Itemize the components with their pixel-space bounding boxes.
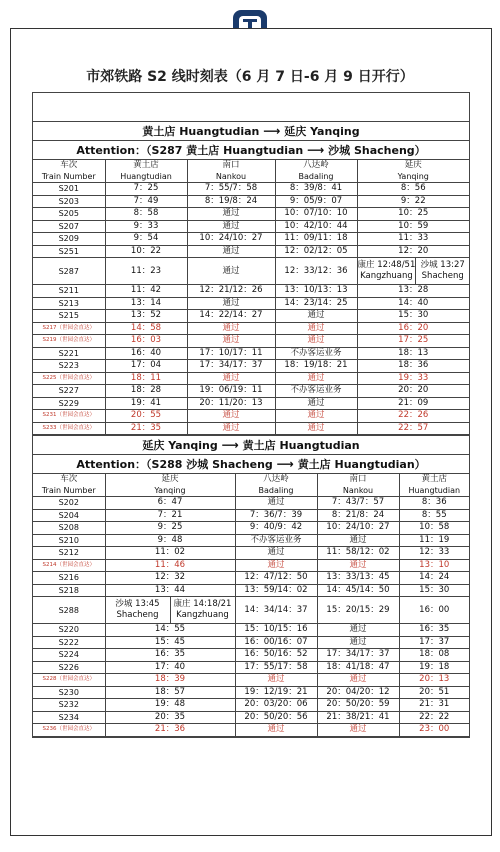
split-cell — [358, 258, 470, 284]
table-row — [33, 245, 469, 258]
table-row — [33, 258, 469, 285]
table-row — [33, 220, 469, 233]
time-cell: 14：34/14：37 — [235, 597, 317, 624]
time-cell: 8：39/8：41 — [275, 183, 357, 196]
attention-prefix: Attention：（S288 沙城 Shacheng — [76, 458, 273, 471]
header-cell — [33, 160, 105, 183]
header-cn: 八达岭 — [263, 474, 289, 484]
time-cell: 18：41/18：47 — [317, 661, 399, 674]
time-cell: 20：50/20：59 — [317, 699, 399, 712]
time-cell: 9：48 — [105, 534, 235, 547]
table-row — [33, 547, 469, 560]
time-cell: 13：10 — [399, 559, 469, 572]
train-number-cell: S222 — [33, 636, 105, 649]
time-cell — [357, 258, 469, 285]
blank-row — [33, 93, 469, 122]
train-number-cell: S287 — [33, 258, 105, 285]
time-cell: 13：10/13：13 — [275, 285, 357, 298]
time-cell: 通过 — [275, 422, 357, 435]
time-cell: 9：25 — [105, 522, 235, 535]
time-cell: 22：22 — [399, 711, 469, 724]
train-number-cell: S201 — [33, 183, 105, 196]
outbound-direction — [33, 122, 469, 141]
timetable — [32, 92, 470, 738]
header-en: Yanqing — [154, 486, 186, 495]
direction-to: 黄土店 Huangtudian — [242, 439, 360, 452]
time-cell: 17：34/17：37 — [317, 649, 399, 662]
time-cell: 20：03/20：06 — [235, 699, 317, 712]
time-cell: 14：23/14：25 — [275, 297, 357, 310]
time-cell: 14：40 — [357, 297, 469, 310]
time-cell: 7：49 — [105, 195, 187, 208]
station-name: Kangzhuang — [176, 610, 229, 620]
time-cell: 18：11 — [105, 372, 187, 385]
table-row — [33, 636, 469, 649]
train-number-cell: S212 — [33, 547, 105, 560]
header-cn: 南口 — [222, 160, 240, 170]
attention-to: 黄土店 Huangtudian） — [297, 458, 426, 471]
time-cell: 13：59/14：02 — [235, 584, 317, 597]
time-cell: 14：58 — [105, 322, 187, 335]
station-time: 沙城 13:27 — [420, 260, 465, 270]
time-cell: 20：35 — [105, 711, 235, 724]
table-row — [33, 372, 469, 385]
header-cn: 车次 — [60, 160, 78, 170]
attention-to: 沙城 Shacheng） — [328, 144, 426, 157]
train-number-cell: S208 — [33, 522, 105, 535]
train-number-cell: S218 — [33, 584, 105, 597]
time-cell: 通过 — [187, 220, 275, 233]
train-number-cell: S230 — [33, 686, 105, 699]
time-cell: 14：22/14：27 — [187, 310, 275, 323]
table-row — [33, 183, 469, 196]
time-cell: 11：42 — [105, 285, 187, 298]
train-number-cell: S226 — [33, 661, 105, 674]
time-cell: 通过 — [275, 397, 357, 410]
train-number-cell: S251 — [33, 245, 105, 258]
time-cell: 16：50/16：52 — [235, 649, 317, 662]
time-cell: 通过 — [317, 724, 399, 737]
time-cell: 14：45/14：50 — [317, 584, 399, 597]
time-cell: 17：55/17：58 — [235, 661, 317, 674]
time-cell: 19：41 — [105, 397, 187, 410]
train-number-cell: S228（世园会直达） — [33, 674, 105, 687]
time-cell: 通过 — [275, 310, 357, 323]
time-cell: 16：20 — [357, 322, 469, 335]
time-cell: 通过 — [317, 559, 399, 572]
header-en: Nankou — [342, 486, 374, 495]
time-cell: 16：35 — [105, 649, 235, 662]
time-cell: 20：20 — [357, 385, 469, 398]
table-row — [33, 195, 469, 208]
header-en: Huangtudian — [408, 486, 461, 495]
time-cell: 16：03 — [105, 335, 187, 348]
station-time: 康庄 12:48/51 — [357, 260, 416, 270]
station-name: Kangzhuang — [360, 271, 413, 281]
time-cell: 20：11/20：13 — [187, 397, 275, 410]
time-cell: 15：20/15：29 — [317, 597, 399, 624]
time-cell: 通过 — [317, 624, 399, 637]
time-cell: 9：54 — [105, 233, 187, 246]
time-cell: 10：24/10：27 — [317, 522, 399, 535]
time-cell: 20：55 — [105, 410, 187, 423]
time-cell: 18：13 — [357, 347, 469, 360]
time-cell: 9：22 — [357, 195, 469, 208]
header-cn: 八达岭 — [303, 160, 329, 170]
station-time: 康庄 14:18/21 — [173, 599, 232, 609]
table-row — [33, 208, 469, 221]
time-cell: 22：26 — [357, 410, 469, 423]
time-cell: 12：20 — [357, 245, 469, 258]
time-cell: 19：18 — [399, 661, 469, 674]
time-cell: 通过 — [317, 674, 399, 687]
time-cell: 21：31 — [399, 699, 469, 712]
time-cell: 11：58/12：02 — [317, 547, 399, 560]
header-en: Yanqing — [397, 172, 429, 181]
time-cell: 18：08 — [399, 649, 469, 662]
table-row — [33, 509, 469, 522]
time-cell: 11：33 — [357, 233, 469, 246]
time-cell: 通过 — [187, 208, 275, 221]
header-cell — [317, 474, 399, 497]
table-row — [33, 624, 469, 637]
time-cell: 17：25 — [357, 335, 469, 348]
time-cell: 21：09 — [357, 397, 469, 410]
time-cell: 通过 — [235, 724, 317, 737]
table-row — [33, 410, 469, 423]
table-row — [33, 559, 469, 572]
table-row — [33, 572, 469, 585]
train-number-cell: S214（世园会直达） — [33, 559, 105, 572]
table-row — [33, 347, 469, 360]
station-part — [358, 258, 417, 284]
time-cell: 通过 — [235, 547, 317, 560]
time-cell: 不办客运业务 — [275, 385, 357, 398]
time-cell: 不办客运业务 — [275, 347, 357, 360]
time-cell: 通过 — [275, 372, 357, 385]
inbound-direction — [33, 435, 469, 455]
time-cell: 13：52 — [105, 310, 187, 323]
header-cell — [357, 160, 469, 183]
train-number-cell: S211 — [33, 285, 105, 298]
time-cell: 不办客运业务 — [235, 534, 317, 547]
time-cell: 通过 — [275, 335, 357, 348]
station-time: 沙城 13:45 — [115, 599, 160, 609]
time-cell: 17：40 — [105, 661, 235, 674]
header-cell — [399, 474, 469, 497]
station-part — [416, 258, 469, 284]
inbound-attention — [33, 455, 469, 474]
time-cell: 通过 — [317, 534, 399, 547]
direction-from: 黄土店 Huangtudian — [142, 125, 260, 138]
time-cell: 18：28 — [105, 385, 187, 398]
header-row — [33, 474, 469, 497]
time-cell: 13：14 — [105, 297, 187, 310]
station-part — [171, 597, 235, 623]
time-cell: 17：04 — [105, 360, 187, 373]
time-cell: 21：38/21：41 — [317, 711, 399, 724]
train-number-cell: S229 — [33, 397, 105, 410]
time-cell: 通过 — [235, 559, 317, 572]
train-number-cell: S288 — [33, 597, 105, 624]
time-cell: 14：24 — [399, 572, 469, 585]
time-cell: 19：12/19：21 — [235, 686, 317, 699]
train-number-cell: S220 — [33, 624, 105, 637]
header-cn: 延庆 — [404, 160, 422, 170]
time-cell: 13：33/13：45 — [317, 572, 399, 585]
time-cell: 15：30 — [399, 584, 469, 597]
time-cell: 9：05/9：07 — [275, 195, 357, 208]
time-cell: 12：21/12：26 — [187, 285, 275, 298]
time-cell: 7：43/7：57 — [317, 497, 399, 510]
train-number-cell: S223 — [33, 360, 105, 373]
table-row — [33, 674, 469, 687]
train-number-cell: S219（世园会直达） — [33, 335, 105, 348]
time-cell: 17：37 — [399, 636, 469, 649]
time-cell: 15：30 — [357, 310, 469, 323]
train-number-cell: S213 — [33, 297, 105, 310]
time-cell: 17：10/17：11 — [187, 347, 275, 360]
table-row — [33, 397, 469, 410]
time-cell: 14：55 — [105, 624, 235, 637]
time-cell: 8：56 — [357, 183, 469, 196]
train-number-cell: S236（世园会直达） — [33, 724, 105, 737]
time-cell: 15：45 — [105, 636, 235, 649]
train-number-cell: S205 — [33, 208, 105, 221]
train-number-cell: S225（世园会直达） — [33, 372, 105, 385]
header-en: Train Number — [41, 172, 96, 181]
time-cell: 18：39 — [105, 674, 235, 687]
time-cell: 12：32 — [105, 572, 235, 585]
table-row — [33, 534, 469, 547]
train-number-cell: S221 — [33, 347, 105, 360]
time-cell: 10：07/10：10 — [275, 208, 357, 221]
table-row — [33, 335, 469, 348]
attention-prefix: Attention：（S287 黄土店 Huangtudian — [76, 144, 304, 157]
table-row — [33, 385, 469, 398]
time-cell: 11：46 — [105, 559, 235, 572]
time-cell: 11：19 — [399, 534, 469, 547]
time-cell: 通过 — [187, 322, 275, 335]
station-part — [106, 597, 171, 623]
time-cell: 7：36/7：39 — [235, 509, 317, 522]
time-cell: 19：06/19：11 — [187, 385, 275, 398]
time-cell: 通过 — [275, 322, 357, 335]
time-cell: 8：19/8：24 — [187, 195, 275, 208]
train-number-cell: S227 — [33, 385, 105, 398]
table-row — [33, 233, 469, 246]
arrow-right-icon: ⟶ — [221, 438, 239, 452]
table-row — [33, 285, 469, 298]
time-cell: 22：57 — [357, 422, 469, 435]
table-row — [33, 297, 469, 310]
train-number-cell: S231（世园会直达） — [33, 410, 105, 423]
time-cell: 8：36 — [399, 497, 469, 510]
station-name: Shacheng — [421, 271, 464, 281]
time-cell: 8：21/8：24 — [317, 509, 399, 522]
page-title: 市郊铁路 S2 线时刻表（6 月 7 日-6 月 9 日开行） — [86, 69, 414, 85]
time-cell: 17：34/17：37 — [187, 360, 275, 373]
time-cell: 通过 — [235, 497, 317, 510]
time-cell: 10：25 — [357, 208, 469, 221]
time-cell: 20：13 — [399, 674, 469, 687]
header-cn: 车次 — [60, 474, 78, 484]
time-cell: 16：00/16：07 — [235, 636, 317, 649]
train-number-cell: S232 — [33, 699, 105, 712]
time-cell: 9：33 — [105, 220, 187, 233]
time-cell: 9：40/9：42 — [235, 522, 317, 535]
train-number-cell: S210 — [33, 534, 105, 547]
train-number-cell: S203 — [33, 195, 105, 208]
time-cell: 19：48 — [105, 699, 235, 712]
time-cell: 通过 — [187, 258, 275, 285]
direction-from: 延庆 Yanqing — [142, 439, 218, 452]
time-cell: 10：24/10：27 — [187, 233, 275, 246]
time-cell — [105, 597, 235, 624]
train-number-cell: S234 — [33, 711, 105, 724]
time-cell: 12：33 — [399, 547, 469, 560]
table-row — [33, 661, 469, 674]
outbound-attention — [33, 141, 469, 160]
time-cell: 18：57 — [105, 686, 235, 699]
time-cell: 19：33 — [357, 372, 469, 385]
time-cell: 通过 — [187, 245, 275, 258]
time-cell: 8：58 — [105, 208, 187, 221]
arrow-right-icon: ⟶ — [276, 457, 294, 471]
header-en: Badaling — [298, 172, 334, 181]
table-row — [33, 497, 469, 510]
header-cell — [235, 474, 317, 497]
table-row — [33, 522, 469, 535]
train-number-cell: S233（世园会直达） — [33, 422, 105, 435]
time-cell: 6：47 — [105, 497, 235, 510]
table-row — [33, 711, 469, 724]
time-cell: 12：33/12：36 — [275, 258, 357, 285]
header-cell — [105, 160, 187, 183]
header-en: Huangtudian — [120, 172, 172, 181]
time-cell: 18：19/18：21 — [275, 360, 357, 373]
header-en: Train Number — [41, 486, 96, 495]
time-cell: 11：23 — [105, 258, 187, 285]
header-row — [33, 160, 469, 183]
header-cell — [33, 474, 105, 497]
time-cell: 20：50/20：56 — [235, 711, 317, 724]
table-row — [33, 360, 469, 373]
time-cell: 通过 — [187, 297, 275, 310]
time-cell: 23：00 — [399, 724, 469, 737]
train-number-cell: S217（世园会直达） — [33, 322, 105, 335]
header-cn: 黄土店 — [133, 160, 159, 170]
train-number-cell: S209 — [33, 233, 105, 246]
time-cell: 21：35 — [105, 422, 187, 435]
time-cell: 7：21 — [105, 509, 235, 522]
time-cell: 20：04/20：12 — [317, 686, 399, 699]
table-row — [33, 322, 469, 335]
time-cell: 18：36 — [357, 360, 469, 373]
table-row — [33, 597, 469, 624]
time-cell: 16：35 — [399, 624, 469, 637]
time-cell: 7：25 — [105, 183, 187, 196]
direction-to: 延庆 Yanqing — [284, 125, 360, 138]
table-row — [33, 310, 469, 323]
time-cell: 8：55 — [399, 509, 469, 522]
time-cell: 12：02/12：05 — [275, 245, 357, 258]
station-name: Shacheng — [116, 610, 159, 620]
outbound-table — [33, 160, 469, 435]
train-number-cell: S216 — [33, 572, 105, 585]
time-cell: 11：09/11：18 — [275, 233, 357, 246]
table-row — [33, 649, 469, 662]
inbound-table — [33, 474, 469, 737]
time-cell: 通过 — [317, 636, 399, 649]
time-cell: 11：02 — [105, 547, 235, 560]
time-cell: 16：40 — [105, 347, 187, 360]
table-row — [33, 699, 469, 712]
header-en: Badaling — [258, 486, 294, 495]
time-cell: 通过 — [275, 410, 357, 423]
train-number-cell: S224 — [33, 649, 105, 662]
header-cn: 延庆 — [161, 474, 179, 484]
header-cn: 黄土店 — [421, 474, 447, 484]
train-number-cell: S204 — [33, 509, 105, 522]
header-en: Nankou — [215, 172, 247, 181]
time-cell: 15：10/15：16 — [235, 624, 317, 637]
time-cell: 20：51 — [399, 686, 469, 699]
header-cell — [187, 160, 275, 183]
table-row — [33, 422, 469, 435]
time-cell: 7：55/7：58 — [187, 183, 275, 196]
time-cell: 12：47/12：50 — [235, 572, 317, 585]
train-number-cell: S215 — [33, 310, 105, 323]
train-number-cell: S207 — [33, 220, 105, 233]
time-cell: 21：36 — [105, 724, 235, 737]
time-cell: 10：59 — [357, 220, 469, 233]
time-cell: 通过 — [187, 372, 275, 385]
table-row — [33, 724, 469, 737]
time-cell: 10：22 — [105, 245, 187, 258]
time-cell: 通过 — [235, 674, 317, 687]
time-cell: 10：42/10：44 — [275, 220, 357, 233]
header-cell — [105, 474, 235, 497]
time-cell: 通过 — [187, 335, 275, 348]
time-cell: 13：28 — [357, 285, 469, 298]
header-cell — [275, 160, 357, 183]
time-cell: 10：58 — [399, 522, 469, 535]
time-cell: 13：44 — [105, 584, 235, 597]
split-cell — [106, 597, 235, 623]
train-number-cell: S202 — [33, 497, 105, 510]
time-cell: 通过 — [187, 422, 275, 435]
time-cell: 16：00 — [399, 597, 469, 624]
arrow-right-icon: ⟶ — [307, 143, 325, 157]
header-cn: 南口 — [349, 474, 367, 484]
arrow-right-icon: ⟶ — [263, 124, 281, 138]
table-row — [33, 584, 469, 597]
time-cell: 通过 — [187, 410, 275, 423]
table-row — [33, 686, 469, 699]
